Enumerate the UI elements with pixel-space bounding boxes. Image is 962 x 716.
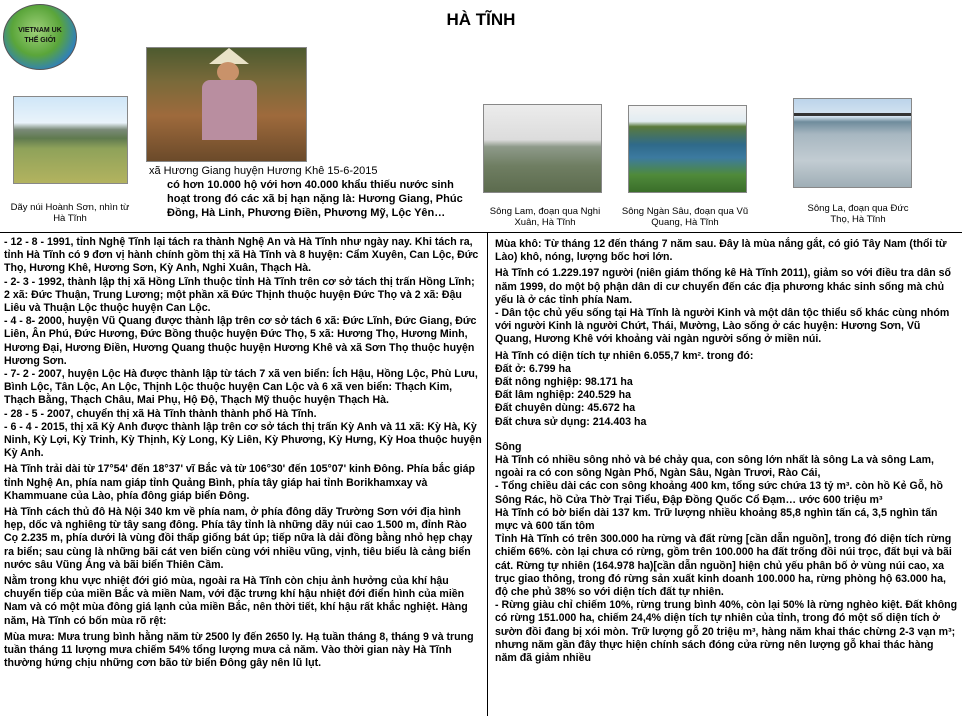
paragraph: - Dân tộc chủ yếu sống tại Hà Tĩnh là người Kinh và một dân tộc thiểu số khác cùng nhóm với người Kinh là người Chứt, Thái, Mường, Lào sống ở các huyện: Hương Sơn, Vũ Quang, Hương Khê với khoảng vài ngàn người sống ở miền núi. xyxy=(495,307,950,346)
logo-text: THẾ GIỚI xyxy=(24,37,56,44)
paragraph: - 12 - 8 - 1991, tỉnh Nghệ Tĩnh lại tách ra thành Nghệ An và Hà Tĩnh như ngày nay. Khi tách ra, tỉnh Hà Tĩnh có 9 đơn vị hành chính gồm thị xã Hà Tĩnh và 8 huyện: Cẩm Xuyên, Can Lộc, Đức Thọ, Hương Khê, Hương Sơn, Kỳ Anh, Nghi Xuân, Thạch Hà. xyxy=(4,236,479,275)
paragraph: - 7- 2 - 2007, huyện Lộc Hà được thành lập từ tách 7 xã ven biển: Ích Hậu, Hồng Lộc, Phù Lưu, Bình Lộc, Tân Lộc, An Lộc, Thịnh Lộc thuộc huyện Can Lộc và 6 xã ven biển: Thạch Kim, Thạch Bằng, Thạch Châu, Mai Phụ, Hộ Độ, Thạch Mỹ thuộc huyện Thạch Hà. xyxy=(4,368,478,407)
paragraph: Nằm trong khu vực nhiệt đới gió mùa, ngoài ra Hà Tĩnh còn chịu ảnh hưởng của khí hậu chuyển tiếp của miền Bắc và miền Nam, với đặc trưng khí hậu nhiệt đới điển hình của miền Nam và có một mùa đông giá lạnh của miền Bắc, nên thời tiết, khí hậu rất khắc nghiệt. Hàng năm, Hà Tĩnh có bốn mùa rõ rệt: xyxy=(4,575,468,627)
paragraph: Mùa mưa: Mưa trung bình hằng năm từ 2500 ly đến 2650 ly. Hạ tuần tháng 8, tháng 9 và trung tuần tháng 11 lượng mưa chiếm 54% tổng lượng mưa cả năm. Vào thời gian này Hà Tĩnh thường hứng chịu những cơn bão từ biển Đông gây nên lũ lụt. xyxy=(4,630,474,670)
logo-text: VIETNAM UK xyxy=(18,27,62,34)
vertical-divider xyxy=(487,232,488,716)
paragraph: Hà Tĩnh có nhiều sông nhỏ và bé chảy qua, con sông lớn nhất là sông La và sông Lam, ngoài ra có con sông Ngàn Phố, Ngàn Sâu, Ngàn Trươi, Rào Cái, xyxy=(495,454,934,480)
paragraph: - 6 - 4 - 2015, thị xã Kỳ Anh được thành lập trên cơ sở tách thị trấn Kỳ Anh và 11 xã: Kỳ Hà, Kỳ Ninh, Kỳ Lợi, Kỳ Trinh, Kỳ Thịnh, Kỳ Long, Kỳ Liên, Kỳ Phương, Kỳ Hưng, Kỳ Hoa thuộc huyện Kỳ Anh. xyxy=(4,420,482,460)
paragraph: - 28 - 5 - 2007, chuyển thị xã Hà Tĩnh thành thành phố Hà Tĩnh. xyxy=(4,407,317,420)
drought-header: xã Hương Giang huyện Hương Khê 15-6-2015 xyxy=(149,165,378,177)
paragraph: Hà Tĩnh cách thủ đô Hà Nội 340 km về phía nam, ở phía đông dãy Trường Sơn với địa hình hẹp, dốc và nghiêng từ tây sang đông. Phía tây tỉnh là những dãy núi cao 1.500 m, đỉnh Rào Cọ 2.235 m, phía dưới là vùng đồi thấp giống bát úp; tiếp nữa là dải đồng bằng nhỏ hẹp chạy ra biển; sau cùng là những bãi cát ven biển cùng với nhiều vũng, vịnh, tiêu biểu là cảng biển nước sâu Vũng Áng và bãi biển Thiên Cầm. xyxy=(4,506,473,571)
drought-caption xyxy=(149,164,479,220)
paragraph: Hà Tĩnh trải dài từ 17°54' đến 18°37' vĩ Bắc và từ 106°30' đến 105°07' kinh Đông. Phía bắc giáp tỉnh Nghệ An, phía nam giáp tỉnh Quảng Bình, phía tây giáp hai tỉnh Borikhamxay và Khammuane của Lào, phía đông giáp biển Đông. xyxy=(4,463,475,502)
photo-caption: Sông Lam, đoạn qua Nghi Xuân, Hà Tĩnh xyxy=(489,206,601,228)
paragraph: - 4 - 8- 2000, huyện Vũ Quang được thành lập trên cơ sở tách 6 xã: Đức Lĩnh, Đức Giang, Đức Liên, Ân Phú, Đức Hương, Đức Bồng thuộc huyện Đức Thọ, 5 xã: Hương Thọ, Hương Minh, Hương Đại, Hương Điền, Hương Quang thuộc huyện Hương Khê và xã Sơn Thọ thuộc huyện Hương Sơn. xyxy=(4,315,477,367)
photo-caption: Dãy núi Hoành Sơn, nhìn từ Hà Tĩnh xyxy=(10,202,130,224)
paragraph: Mùa khô: Từ tháng 12 đến tháng 7 năm sau. Đây là mùa nắng gắt, có gió Tây Nam (thổi từ Lào) khô, nóng, lượng bốc hơi lớn. xyxy=(495,238,947,264)
land-stat: Đất lâm nghiệp: 240.529 ha xyxy=(495,389,632,402)
paragraph: Hà Tĩnh có diện tích tự nhiên 6.055,7 km². trong đó: xyxy=(495,349,754,362)
photo-caption: Sông La, đoạn qua Đức Thọ, Hà Tĩnh xyxy=(807,203,909,225)
ngan-sau-river-photo xyxy=(628,105,747,193)
drought-line: hoạt trong đó các xã bị hạn nặng là: Hương Giang, Phúc xyxy=(167,193,463,205)
paragraph: - Tổng chiều dài các con sông khoảng 400 km, tổng sức chứa 13 tỷ m³. còn hồ Kẻ Gỗ, hồ Sông Rác, hồ Cửa Thờ Trại Tiểu, Đập Đồng Quốc Cổ Đạm… ước 600 triệu m³ xyxy=(495,480,943,506)
paragraph: Hà Tĩnh có bờ biển dài 137 km. Trữ lượng nhiều khoảng 85,8 nghìn tấn cá, 3,5 nghìn tấn mực và 600 tấn tôm xyxy=(495,506,938,533)
paragraph: Tỉnh Hà Tĩnh có trên 300.000 ha rừng và đất rừng [cần dẫn nguồn], trong đó diện tích rừng chiếm 66%. còn lại chưa có rừng, gồm trên 100.000 ha đất trống đồi núi trọc, đất bụi và bãi cát. Rừng tự nhiên (164.978 ha)[cần dẫn nguồn] hiện chủ yếu phân bố ở vùng núi cao, xa trục giao thông, trong đó rừng sản xuất kinh doanh 100.000 ha, rừng phòng hộ 63.000 ha, độ che phủ 38% so với diện tích đất tự nhiên. xyxy=(495,533,952,599)
right-text-column xyxy=(495,238,958,665)
land-stat: Đất nông nghiệp: 98.171 ha xyxy=(495,376,633,389)
mountain-landscape-photo xyxy=(13,96,128,184)
land-stat: Đất chuyên dùng: 45.672 ha xyxy=(495,402,636,415)
paragraph: Hà Tĩnh có 1.229.197 người (niên giám thống kê Hà Tĩnh 2011), giảm so với điều tra dân số năm 1999, do một bộ phận dân di cư chuyển đến các địa phương khác sinh sống mà chủ yếu là ở các tỉnh phía Nam. xyxy=(495,267,952,306)
drought-line: Đồng, Hà Linh, Phương Điền, Phương Mỹ, Lộc Yên… xyxy=(167,207,446,219)
paragraph: - Rừng giàu chỉ chiếm 10%, rừng trung bình 40%, còn lại 50% là rừng nghèo kiệt. Đất không có rừng 151.000 ha, chiếm 24,4% diện tích tự nhiên của tỉnh, trong đó một số diện tích ở sườn đồi đang bị xói mòn. Trữ lượng gỗ 20 triệu m³, hàng năm khai thác chừng 2-3 vạn m³; nhưng năm gần đây thực hiện chính sách đóng cửa rừng nên lượng gỗ khai thác hàng năm đã giảm nhiều xyxy=(495,599,958,665)
paragraph: - 2- 3 - 1992, thành lập thị xã Hồng Lĩnh thuộc tỉnh Hà Tĩnh trên cơ sở tách thị trấn Hồng Lĩnh; 2 xã: Đức Thuận, Trung Lương; một phần xã Đức Thịnh thuộc huyện Đức Thọ và 2 xã: Đậu Liêu và Thuận Lộc thuộc huyện Can Lộc. xyxy=(4,275,475,315)
left-text-column xyxy=(4,236,482,671)
page-title: HÀ TĨNH xyxy=(446,10,516,29)
lam-river-photo xyxy=(483,104,602,193)
land-stat: Đất ở: 6.799 ha xyxy=(495,362,571,375)
spacer xyxy=(495,429,958,441)
farmer-woman-photo xyxy=(146,47,307,162)
drought-line: có hơn 10.000 hộ với hơn 40.000 khẩu thiếu nước sinh xyxy=(167,179,454,191)
photo-caption: Sông Ngàn Sâu, đoạn qua Vũ Quang, Hà Tĩnh xyxy=(621,206,749,228)
globe-logo-icon xyxy=(3,4,77,70)
horizontal-divider xyxy=(0,232,962,233)
land-stat: Đất chưa sử dụng: 214.403 ha xyxy=(495,415,647,428)
la-river-bridge-photo xyxy=(793,98,912,188)
section-heading: Sông xyxy=(495,440,522,453)
